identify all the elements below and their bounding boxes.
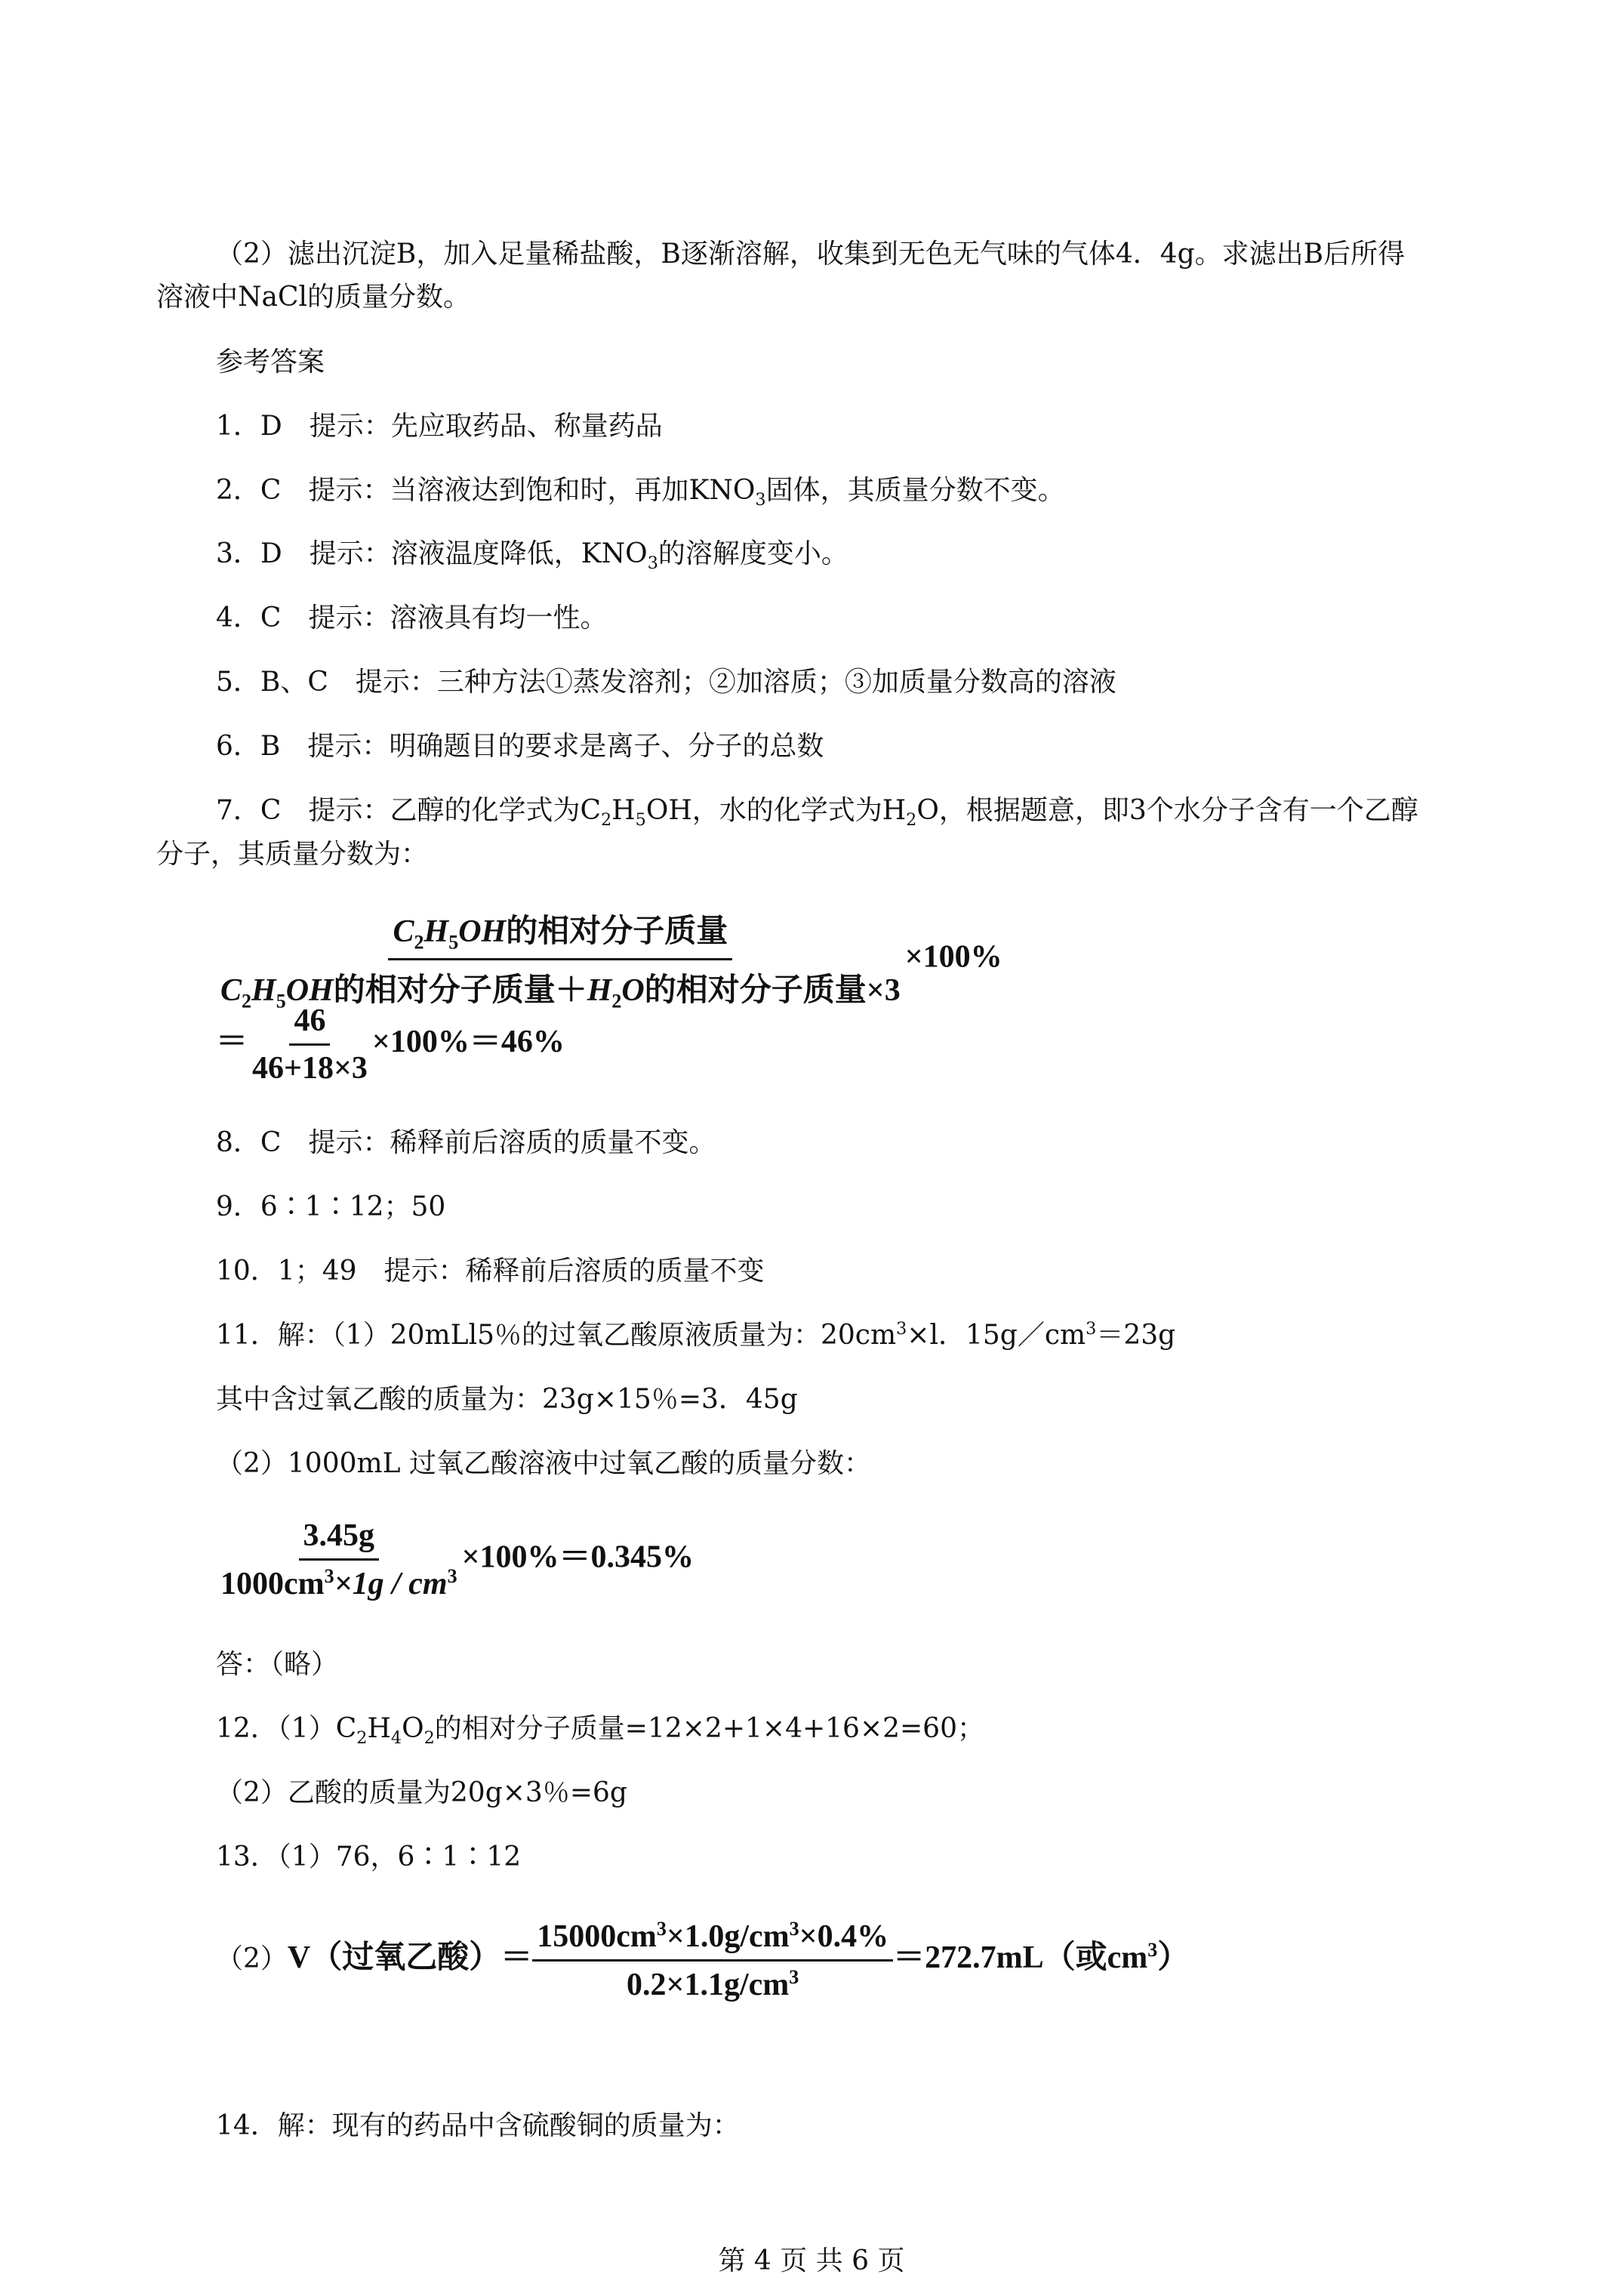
ethanol-result-fraction	[248, 1003, 372, 1086]
peracetic-fraction-numerator: 3.45g	[299, 1518, 380, 1561]
answer-11-line-3: （2）1000mL 过氧乙酸溶液中过氧乙酸的质量分数：	[216, 1448, 872, 1479]
answer-11-line-2: 其中含过氧乙酸的质量为：23g×15％=3．45g	[216, 1384, 798, 1415]
answer-7-line-1: 7．C 提示：乙醇的化学式为$C_2H_5OH$，水的化学式为$H_2O$，根据题意，即3个水分子含有一个乙醇	[216, 795, 1418, 831]
answer-1: 1．D 提示：先应取药品、称量药品	[216, 411, 663, 442]
peracetic-fraction	[216, 1518, 462, 1602]
answer-omitted: 答：（略）	[216, 1649, 339, 1680]
ethanol-fraction	[216, 906, 905, 1013]
answer-4: 4．C 提示：溶液具有均一性。	[216, 603, 608, 633]
peracetic-fraction-equation	[216, 1518, 694, 1602]
answer-13-line-1: 13．（1）76，6∶1∶12	[216, 1841, 522, 1872]
ethanol-fraction-equation	[216, 906, 1002, 1013]
answer-12-line-1: 12．$(1)C_2H_4O_2$的相对分子质量=12×2+1×4+16×2=60；	[216, 1713, 984, 1749]
answer-12-line-2: （2）乙酸的质量为20g×3％=6g	[216, 1777, 627, 1808]
answer-10: 10．1；49 提示：稀释前后溶质的质量不变	[216, 1256, 765, 1287]
answer-7-line-2: 分子，其质量分数为：	[156, 839, 429, 870]
peracetic-fraction-value: ×100%＝0.345%	[461, 1539, 694, 1575]
answer-5: 5．B、C 提示：三种方法①蒸发溶剂；②加溶质；③加质量分数高的溶液	[216, 667, 1116, 698]
peracetic-fraction-denominator: $1000cm^3\times 1g / cm^3$	[220, 1565, 457, 1601]
volume-equation: （2）V（过氧乙酸）＝ $\frac{15000cm^3\times 1.0g/cm^3\times 0.4\%}{0.2\times 1.1g/cm^3}$ ＝272.7mL（或$cm^3$）	[216, 1918, 1190, 2002]
answer-8: 8．C 提示：稀释前后溶质的质量不变。	[216, 1127, 716, 1158]
ethanol-fraction-denominator: $C_2H_5OH$的相对分子质量$+H_2O$的相对分子质量×3	[220, 973, 901, 1012]
ethanol-result-numerator: 46	[289, 1003, 330, 1046]
question-2-line-2: 溶液中NaCl的质量分数。	[156, 282, 471, 313]
volume-fraction-numerator: $15000cm^3\times 1.0g/cm^3\times 0.4\%$	[532, 1918, 893, 1962]
answer-3: 3．D 提示：溶液温度降低，$KNO_3$的溶解度变小。	[216, 538, 848, 574]
ethanol-result-equation: ＝ $\frac{46}{46+18\times 3}$ ×100%＝46%	[216, 1003, 565, 1086]
answer-9: 9．6∶1∶12；50	[216, 1191, 446, 1222]
answer-11-line-1: 11．解：（1）20mLl5％的过氧乙酸原液质量为：$20cm^3\times l$．$15g/cm^3=23g$	[216, 1319, 1176, 1351]
volume-fraction-denominator: $0.2\times 1.1g/cm^3$	[627, 1966, 799, 2002]
ethanol-result-value: ×100%＝46%	[371, 1025, 565, 1060]
page-footer: 第 4 页 共 6 页	[718, 2245, 905, 2276]
ethanol-result-denominator: 46+18×3	[252, 1051, 368, 1086]
volume-fraction	[532, 1918, 893, 2003]
ethanol-fraction-numerator: $C_2H_5OH$的相对分子质量	[388, 906, 732, 960]
ethanol-fraction-percent: ×100%	[904, 939, 1002, 975]
answer-6: 6．B 提示：明确题目的要求是离子、分子的总数	[216, 731, 824, 762]
answer-2: 2．C 提示：当溶液达到饱和时，再加$KNO_3$固体，其质量分数不变。	[216, 475, 1065, 510]
answer-14: 14．解：现有的药品中含硫酸铜的质量为：	[216, 2110, 740, 2141]
question-2-line-1: （2）滤出沉淀B，加入足量稀盐酸，B逐渐溶解，收集到无色无气味的气体4．4g。求滤出B后所得	[216, 239, 1406, 270]
answers-heading: 参考答案	[216, 347, 325, 378]
